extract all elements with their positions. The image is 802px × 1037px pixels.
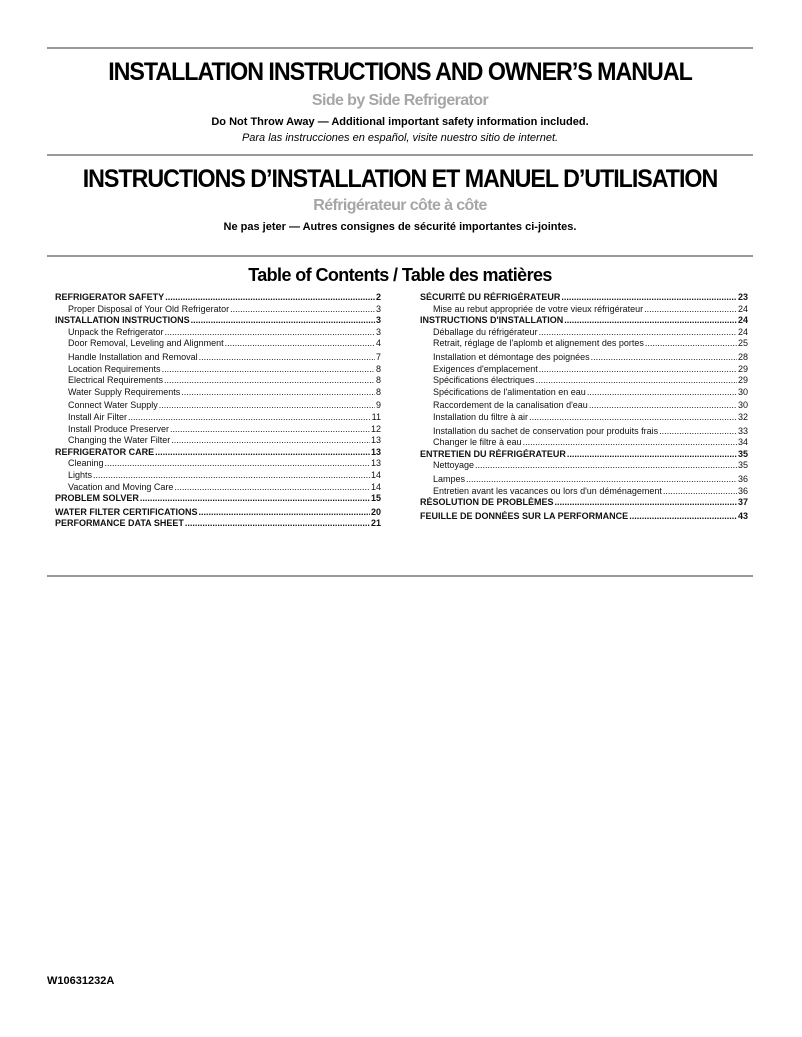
toc-entry-page: 24 [737,315,748,326]
toc-entry-label: SÉCURITÉ DU RÉFRIGÉRATEUR [420,292,561,302]
toc-leader-dots [589,400,737,412]
toc-leader-dots [567,449,737,461]
document-number: W10631232A [47,975,115,987]
toc-entry-page: 43 [737,510,748,521]
toc-leader-dots [629,511,737,523]
toc-entry [420,437,748,449]
toc-leader-dots [587,387,737,399]
toc-section [420,292,748,304]
toc-entry-page: 34 [737,437,748,448]
toc-entry-label: Cleaning [68,458,104,469]
toc-entry [420,338,748,350]
toc-entry-label: FEUILLE DE DONNÉES SUR LA PERFORMANCE [420,510,629,521]
title-english: INSTALLATION INSTRUCTIONS AND OWNER’S MANUAL [108,58,692,86]
toc-entry [420,412,748,424]
toc-section [420,497,748,509]
toc-section [55,518,381,530]
toc-section [420,449,748,461]
toc-entry-page: 20 [370,506,381,517]
toc-entry-page: 3 [375,326,381,337]
toc-entry [55,352,381,364]
toc-entry [420,460,748,472]
toc-entry-label: Vacation and Moving Care [68,481,174,492]
toc-entry [55,400,381,412]
safety-note-french: Ne pas jeter — Autres consignes de sécurité importantes ci-jointes. [223,221,577,233]
toc-entry-page: 35 [737,448,748,459]
toc-entry [420,426,748,438]
toc-leader-dots [170,424,370,436]
toc-leader-dots [140,493,370,505]
toc-entry-page: 29 [737,375,748,386]
toc-leader-dots [564,315,737,327]
toc-entry-label: INSTALLATION INSTRUCTIONS [55,315,190,326]
toc-entry-label: Water Supply Requirements [68,386,181,397]
bottom-rule [47,575,753,577]
toc-entry-label: Install Produce Preserver [68,423,170,434]
toc-entry-label: Spécifications de l'alimentation en eau [433,386,586,397]
toc-entry-page: 14 [370,481,381,492]
toc-entry-label: Installation et démontage des poignées [433,351,590,362]
toc-entry-label: Install Air Filter [68,411,128,422]
toc-leader-dots [555,497,737,509]
toc-entry [55,412,381,424]
toc-entry-label: Nettoyage [433,460,475,471]
title-french: INSTRUCTIONS D’INSTALLATION ET MANUEL D’UTILISATION [82,165,718,193]
toc-entry-label: PROBLEM SOLVER [55,493,139,504]
toc-entry [420,474,748,486]
toc-entry-label: PERFORMANCE DATA SHEET [55,518,184,529]
toc-entry-page: 8 [375,363,381,374]
toc-entry-label: INSTRUCTIONS D'INSTALLATION [420,315,564,326]
toc-section [55,315,381,327]
toc-entry [420,375,748,387]
top-rule [47,47,753,49]
toc-leader-dots [230,304,375,316]
toc-entry-page: 24 [737,326,748,337]
toc-entry-page: 7 [375,351,381,362]
toc-leader-dots [174,482,370,494]
toc-entry-label: Lights [68,469,93,480]
subtitle-french: Réfrigérateur côte à côte [313,197,487,214]
toc-entry [420,364,748,376]
toc-column-french [420,292,748,522]
toc-entry-page: 9 [375,400,381,411]
toc-entry-label: WATER FILTER CERTIFICATIONS [55,506,198,517]
toc-entry-page: 25 [737,338,748,349]
toc-leader-dots [225,338,375,350]
toc-leader-dots [185,518,370,530]
toc-leader-dots [105,458,370,470]
toc-leader-dots [523,437,737,449]
toc-leader-dots [645,338,737,350]
toc-column-english [55,292,381,530]
toc-leader-dots [199,507,370,519]
toc-leader-dots [181,387,375,399]
toc-entry-label: Raccordement de la canalisation d'eau [433,400,588,411]
subtitle-english: Side by Side Refrigerator [311,92,489,109]
toc-leader-dots [164,375,375,387]
toc-entry-page: 36 [737,473,748,484]
toc-section [55,447,381,459]
toc-leader-dots [191,315,375,327]
toc-entry-page: 30 [737,386,748,397]
toc-entry-label: Mise au rebut appropriée de votre vieux réfrigérateur [433,303,644,314]
toc-section [420,511,748,523]
toc-section [55,292,381,304]
toc-title: Table of Contents / Table des matières [248,265,552,285]
toc-entry-page: 13 [370,446,381,457]
toc-entry-page: 37 [737,497,748,508]
toc-leader-dots [475,460,737,472]
toc-leader-dots [128,412,371,424]
toc-entry-page: 13 [370,458,381,469]
toc-entry-page: 21 [370,518,381,529]
toc-entry [420,400,748,412]
toc-entry-label: Déballage du réfrigérateur [433,326,538,337]
toc-leader-dots [561,292,737,304]
toc-entry [55,387,381,399]
toc-entry [55,364,381,376]
toc-entry-label: Proper Disposal of Your Old Refrigerator [68,303,230,314]
toc-leader-dots [93,470,370,482]
toc-entry-label: ENTRETIEN DU RÉFRIGÉRATEUR [420,448,566,459]
toc-leader-dots [536,375,737,387]
toc-leader-dots [466,474,737,486]
toc-entry-page: 24 [737,303,748,314]
toc-leader-dots [529,412,737,424]
toc-leader-dots [539,327,737,339]
toc-entry [55,458,381,470]
toc-entry-label: Changer le filtre à eau [433,437,522,448]
toc-entry [420,327,748,339]
toc-leader-dots [159,400,375,412]
toc-entry-label: Electrical Requirements [68,375,164,386]
toc-leader-dots [539,364,737,376]
toc-entry [55,482,381,494]
toc-entry-label: Spécifications électriques [433,375,535,386]
toc-entry [55,327,381,339]
toc-entry-page: 36 [737,485,748,496]
toc-entry-page: 13 [370,435,381,446]
toc-entry-page: 30 [737,400,748,411]
toc-leader-dots [165,292,375,304]
toc-section [55,493,381,505]
toc-entry-label: Installation du filtre à air [433,411,529,422]
toc-entry-label: Unpack the Refrigerator [68,326,164,337]
toc-entry [55,304,381,316]
toc-entry-page: 28 [737,351,748,362]
toc-entry-page: 14 [370,469,381,480]
toc-entry [420,352,748,364]
toc-entry [420,304,748,316]
toc-entry [55,424,381,436]
toc-entry-page: 12 [370,423,381,434]
toc-entry-label: Exigences d'emplacement [433,363,538,374]
toc-entry-page: 8 [375,375,381,386]
toc-leader-dots [663,486,737,498]
toc-leader-dots [162,364,375,376]
toc-entry [55,375,381,387]
toc-entry [55,435,381,447]
toc-entry-label: Retrait, réglage de l'aplomb et alignement des portes [433,338,644,349]
toc-leader-dots [659,426,737,438]
toc-entry [55,470,381,482]
toc-entry-page: 29 [737,363,748,374]
toc-entry [420,486,748,498]
divider-rule [47,154,753,156]
toc-leader-dots [165,327,375,339]
toc-section [55,507,381,519]
toc-entry-label: Connect Water Supply [68,400,158,411]
toc-entry-label: Handle Installation and Removal [68,351,198,362]
toc-entry-label: Door Removal, Leveling and Alignment [68,338,224,349]
toc-leader-dots [171,435,370,447]
toc-entry-page: 3 [375,303,381,314]
toc-entry-page: 32 [737,411,748,422]
toc-entry-page: 15 [370,493,381,504]
toc-leader-dots [591,352,737,364]
safety-note-english: Do Not Throw Away — Additional important safety information included. [211,116,589,128]
toc-entry-page: 4 [375,338,381,349]
toc-entry-label: Installation du sachet de conservation pour produits frais [433,425,659,436]
toc-entry-page: 33 [737,425,748,436]
toc-leader-dots [199,352,375,364]
toc-leader-dots [155,447,370,459]
toc-entry-page: 2 [375,292,381,302]
toc-entry-label: Location Requirements [68,363,161,374]
toc-leader-dots [644,304,737,316]
toc-entry-page: 23 [737,292,748,302]
toc-entry [55,338,381,350]
divider-rule [47,255,753,257]
toc-entry [420,387,748,399]
toc-entry-label: Changing the Water Filter [68,435,171,446]
toc-entry-page: 8 [375,386,381,397]
spanish-note: Para las instrucciones en español, visite nuestro sitio de internet. [241,132,559,144]
toc-entry-page: 11 [371,411,381,422]
toc-entry-label: REFRIGERATOR CARE [55,446,155,457]
toc-entry-label: REFRIGERATOR SAFETY [55,292,165,302]
toc-entry-label: Entretien avant les vacances ou lors d'un déménagement [433,485,662,496]
toc-entry-page: 3 [375,315,381,326]
toc-entry-label: Lampes [433,473,466,484]
toc-section [420,315,748,327]
toc-entry-page: 35 [737,460,748,471]
toc-entry-label: RÉSOLUTION DE PROBLÈMES [420,497,554,508]
